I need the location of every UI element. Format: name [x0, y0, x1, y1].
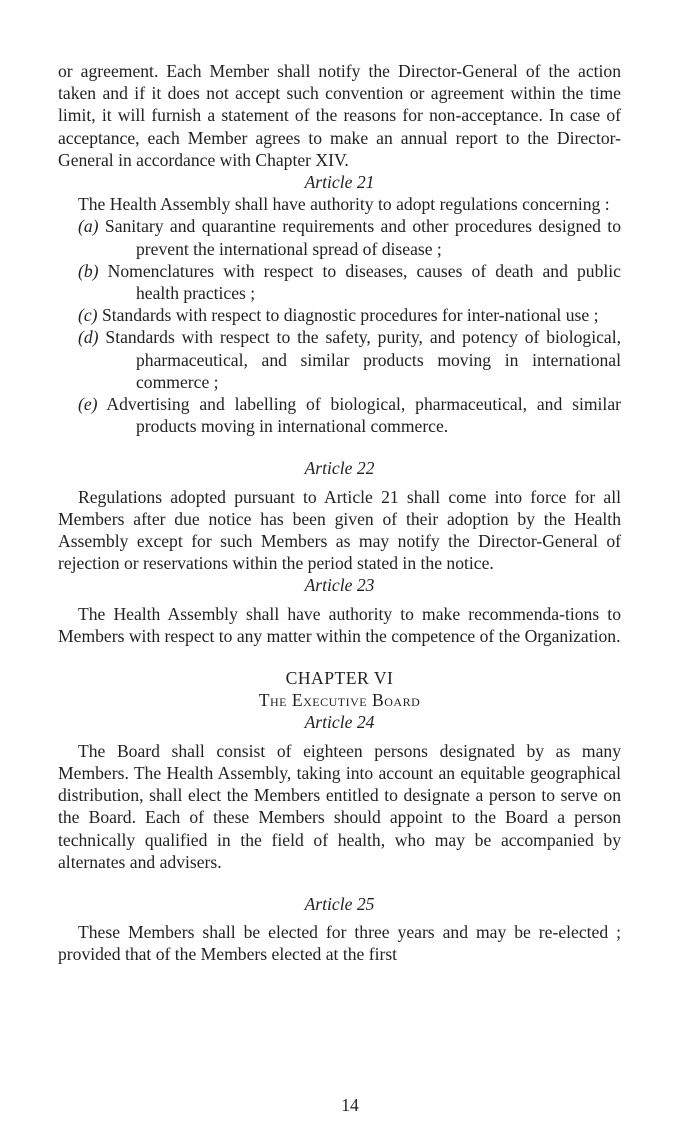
- list-item-text: Sanitary and quarantine requirements and other procedures designed to prevent the international spread of disease ;: [104, 216, 621, 259]
- list-item: [58, 326, 621, 393]
- paragraph-continued: or agreement. Each Member shall notify the Director-General of the action taken and if it does not accept such convention or agreement within the time limit, it will furnish a statement of the reasons for non-acceptance. In case of acceptance, each Member agrees to make an annual report to the Director-General in accordance with Chapter XIV.: [58, 61, 621, 170]
- list-item-text: Advertising and labelling of biological, pharmaceutical, and similar products moving in international commerce.: [106, 394, 621, 437]
- list-item-label: (c): [78, 305, 98, 326]
- chapter-title: The Executive Board: [258, 690, 421, 711]
- article-23-heading: Article 23: [304, 575, 375, 596]
- list-item: [58, 260, 621, 304]
- chapter-number: CHAPTER VI: [285, 668, 394, 689]
- list-item-text: Nomenclatures with respect to diseases, causes of death and public health practices ;: [107, 260, 621, 304]
- article-25-text: These Members shall be elected for three years and may be re-elected ; provided that of the Members elected at the first: [58, 922, 621, 965]
- article-22-heading: Article 22: [304, 458, 375, 479]
- list-item: [58, 393, 621, 437]
- list-item-text: Standards with respect to the safety, purity, and potency of biological, pharmaceutical, and similar products moving in international commerce ;: [105, 327, 621, 392]
- article-21-intro: The Health Assembly shall have authority to adopt regulations concerning :: [78, 194, 610, 215]
- document-page: [58, 60, 621, 966]
- list-item-label: (a): [78, 216, 99, 237]
- list-item-label: (d): [78, 327, 99, 348]
- page-number: 14: [341, 1095, 359, 1115]
- article-21-list: [58, 215, 621, 437]
- list-item-label: (e): [78, 394, 98, 415]
- list-item-label: (b): [78, 260, 99, 281]
- list-item: [58, 215, 621, 259]
- article-23-text: The Health Assembly shall have authority to make recommenda-tions to Members with respect to any matter within the competence of the Organization.: [58, 603, 621, 646]
- article-24-text: The Board shall consist of eighteen persons designated by as many Members. The Health Assembly, taking into account an equitable geographical distribution, shall elect the Members entitled to designate a person to serve on the Board. Each of these Members should appoint to the Board a person technically qualified in the field of health, who may be accompanied by alternates and advisers.: [58, 740, 621, 872]
- article-21-heading: Article 21: [304, 172, 375, 193]
- article-25-heading: Article 25: [304, 893, 375, 914]
- list-item: [58, 304, 621, 326]
- article-24-heading: Article 24: [304, 712, 375, 733]
- article-22-text: Regulations adopted pursuant to Article 21 shall come into force for all Members after due notice has been given of their adoption by the Health Assembly except for such Members as may notify the Director-General of rejection or reservations within the period stated in the notice.: [58, 486, 621, 574]
- list-item-text: Standards with respect to diagnostic procedures for inter-national use ;: [101, 305, 599, 326]
